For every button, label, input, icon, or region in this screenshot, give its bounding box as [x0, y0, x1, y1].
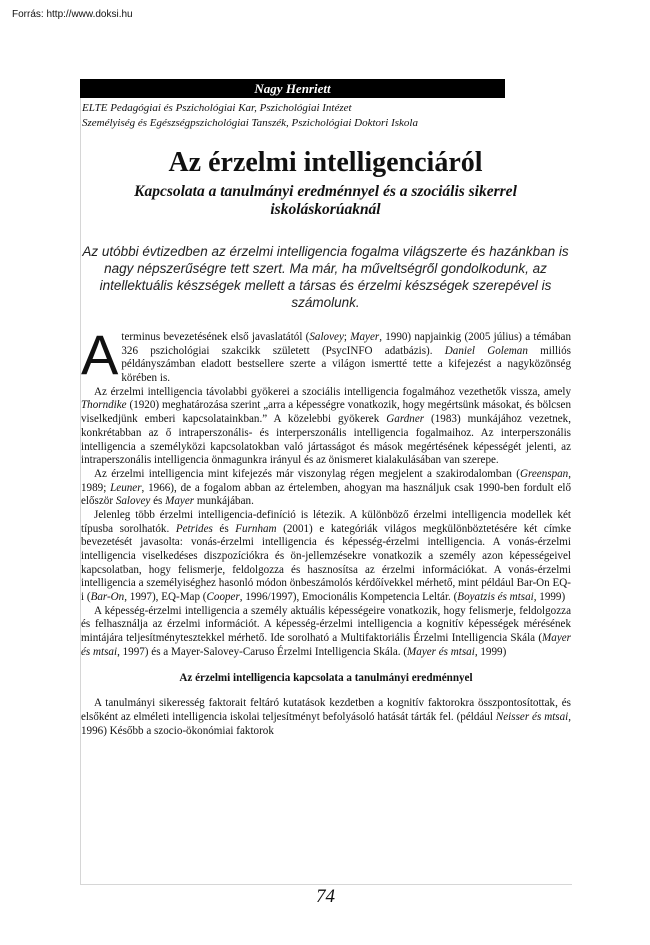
- paragraph-2: Az érzelmi intelligencia távolabbi gyökerei a szociális intelligencia fogalmához vezethetők vissza, amely Thorndike (1920) meghatározása szerint „arra a képességre vonatkozik, hogy megértsünk másokat, és bölcsen viselkedjünk emberi kapcsolatainkban.” A közelebbi gyökerek Gardner (1983) munkájához vezetnek, konkrétabban az ő intraperszonális- és interperszonális intelligencia fogalmaihoz. Az interperszonális intelligencia a személyközi kapcsolatokban való jártasságot és mások megértésének képességét jelenti, az intraperszonális intelligencia önmagunkra irányul és az önismeret kialakulásában van szerepe.: [81, 385, 571, 467]
- paragraph-1: Aterminus bevezetésének első javaslatától (Salovey; Mayer, 1990) napjainkig (2005 július) a témában 326 pszichológiai szakcikk született (PsycINFO adatbázis). Daniel Goleman milliós példányszámban eladott bestsellere szerte a világon ismertté tette a kifejezést a nagyközönség körében is.: [81, 323, 572, 386]
- section-heading: Az érzelmi intelligencia kapcsolata a tanulmányi eredménnyel: [179, 671, 473, 684]
- paragraph-4: Jelenleg több érzelmi intelligencia-definíció is létezik. A különböző érzelmi intelligencia modellek két típusba sorolhatók. Petrides és Furnham (2001) e kategóriák világos megkülönböztetésére két címke bevezetését javasolta: vonás-érzelmi intelligencia és képesség-érzelmi intelligencia. A vonás-érzelmi intelligencia viselkedéses diszpozíciókra és ön-jellemzésekre vonatkozik a személy azon képességeivel kapcsolatban, hogy felismerje, feldolgozza és hasznosítsa az érzelmi információkat. A vonás-érzelmi intelligencia a személyiséghez hasonló módon önbeszámolós kérdőívekkel mérhető, mint például Bar-On EQ-i (Bar-On, 1997), EQ-Map (Cooper, 1996/1997), Emocionális Kompetencia Leltár. (Boyatzis és mtsai, 1999): [81, 508, 571, 604]
- affiliation: [82, 101, 418, 131]
- paragraph-5: A képesség-érzelmi intelligencia a személy aktuális képességeire vonatkozik, hogy felismerje, feldolgozza és felhasználja az érzelmi információt. A képesség-érzelmi intelligencia a kognitív képességek mérésének mintájára teljesítménytesztekkel mérhető. Ide sorolható a Multifaktoriális Érzelmi Intelligencia Skála (Mayer és mtsai, 1997) és a Mayer-Salovey-Caruso Érzelmi Intelligencia Skála. (Mayer és mtsai, 1999): [81, 604, 571, 658]
- citation: Mayer és mtsai: [81, 632, 571, 658]
- citation: Daniel Goleman: [444, 344, 528, 357]
- citation: Mayer: [350, 331, 380, 343]
- citation: Neisser és mtsai: [495, 710, 569, 723]
- citation: Salovey: [309, 331, 344, 343]
- source-label: Forrás: http://www.doksi.hu: [12, 9, 133, 20]
- affiliation-line-1: ELTE Pedagógiai és Pszichológiai Kar, Pszichológiai Intézet: [82, 102, 352, 114]
- citation: Thorndike: [81, 399, 127, 412]
- citation: Cooper: [206, 591, 240, 604]
- article-subtitle: Kapcsolata a tanulmányi eredménnyel és a szociális sikerrel iskoláskorúaknál: [134, 183, 517, 218]
- citation: Salovey: [115, 495, 151, 508]
- affiliation-line-2: Személyiség és Egészségpszichológiai Tanszék, Pszichológiai Doktori Iskola: [82, 117, 418, 129]
- citation: Leuner: [110, 481, 142, 494]
- citation: Bar-On: [90, 591, 125, 604]
- author-name: Nagy Henriett: [80, 79, 505, 98]
- citation: Gardner: [386, 413, 425, 426]
- abstract: Az utóbbi évtizedben az érzelmi intelligencia fogalma világszerte és hazánkban is nagy népszerűségre tett szert. Ma már, ha műveltségről gondolkodunk, az intellektuális készségek mellett a társas és érzelmi készségek szerepével is számolunk.: [82, 244, 569, 310]
- page-number: 74: [316, 886, 335, 907]
- citation: Furnham: [235, 522, 277, 535]
- paragraph-3: Az érzelmi intelligencia mint kifejezés már viszonylag régen megjelent a szakirodalomban (Greenspan, 1989; Leuner, 1966), de a fogalom abban az értelemben, ahogyan ma használjuk csak 1990-ben fordult elő először Salovey és Mayer munkájában.: [81, 467, 571, 508]
- drop-cap: A: [81, 323, 119, 386]
- citation: Greenspan: [519, 467, 569, 480]
- citation: Mayer és mtsai: [407, 645, 475, 658]
- citation: Petrides: [175, 522, 213, 535]
- paragraph-6: A tanulmányi sikeresség faktorait feltáró kutatások kezdetben a kognitív faktorokra összpontosítottak, és elsőként az elméleti intelligencia iskolai teljesítményt befolyásoló hatását tárták fel. (például Neisser és mtsai, 1996) Később a szocio-ökonómiai faktorok: [81, 697, 572, 737]
- article-body: [81, 323, 572, 738]
- citation: Boyatzis és mtsai: [457, 591, 534, 604]
- citation: Mayer: [165, 495, 195, 508]
- article-title: Az érzelmi intelligenciáról: [168, 147, 483, 178]
